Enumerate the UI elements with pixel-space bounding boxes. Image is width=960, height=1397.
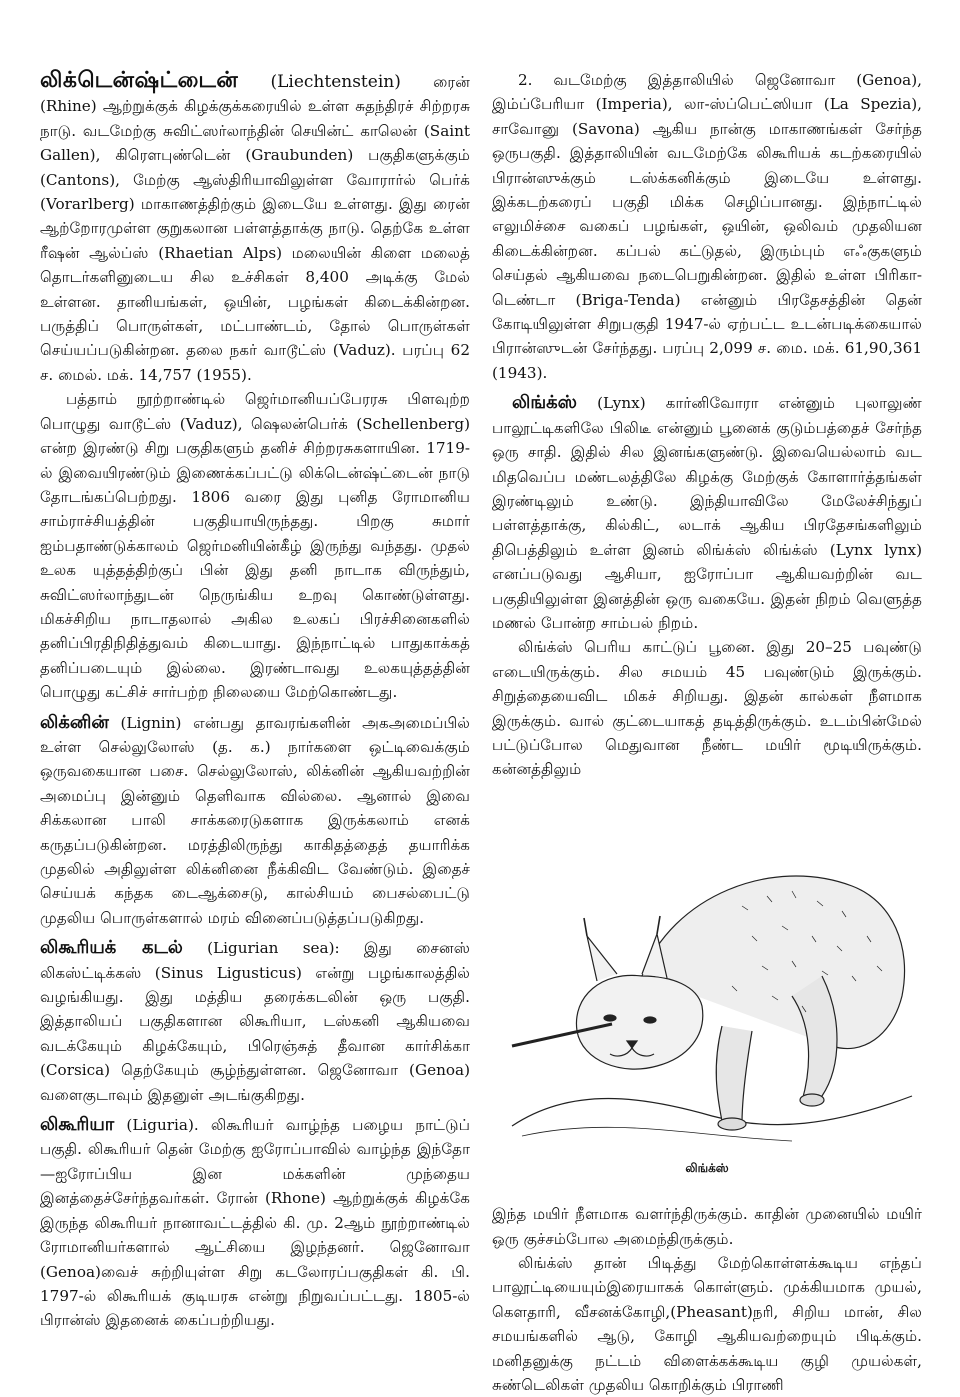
entry-body: (Liguria). லிகூரியர் வாழ்ந்த பழைய நாட்டுப் பகுதி. லிகூரியர் தென் மேற்கு ஐரோப்பாவில் வாழ்ந்த இந்தோ—ஐரோப்பிய இன மக்களின் முந்தைய இனத்தைச்சேர்ந்தவர்கள். ரோன் (Rhone) ஆற்றுக்குக் கிழக்கே இருந்த லிகூரியர் நானாவட்டத்தில் கி. மு. 2ஆம் நூற்றாண்டில் ரோமானியர்களால் ஆட்சியை இழந்தனர். ஜெனோவா (Genoa)வைச் சுற்றியுள்ள சிறு கடலோரப்பகுதிகள் கி. பி. 1797-ல் லிகூரியக் குடியரசு என்று நிறுவப்பட்டது. 1805-ல் பிரான்ஸ் இதனைக் கைப்பற்றியது. — [40, 1116, 470, 1330]
right-column — [492, 68, 922, 1395]
paragraph: லிங்க்ஸ் பெரிய காட்டுப் பூனை. இது 20–25 பவுண்டு எடையிருக்கும். சில சமயம் 45 பவுண்டும் இருக்கும். சிறுத்தையைவிட மிகச் சிறியது. இதன் கால்கள் நீளமாக இருக்கும். வால் குட்டையாகத் தடித்திருக்கும். உடம்பின்மேல் பட்டுப்போல மெதுவான நீண்ட மயிர் மூடியிருக்கும். கன்னத்திலும் — [492, 638, 922, 779]
entry-body: (Lynx) கார்னிவோரா என்னும் புலாலுண் பாலூட்டிகளிலே பிலிடீ என்னும் பூனைக் குடும்பத்தைச் சேர்ந்த ஒரு சாதி. இதில் சில இனங்களுண்டு. இவையெல்லாம் வட மிதவெப்ப மண்டலத்திலே கிழக்கு மேற்குக் கோளார்த்தங்கள் இரண்டிலும் உண்டு. இந்தியாவிலே மேலேச்சிந்துப் பள்ளத்தாக்கு, கில்கிட், லடாக் ஆகிய பிரதேசங்களிலும் திபெத்திலும் உள்ள இனம் லிங்க்ஸ் லிங்க்ஸ் (Lynx lynx) எனப்படுவது ஆசியா, ஐரோப்பா ஆகியவற்றின் வட பகுதியிலுள்ள இனத்தின் ஒரு வகையே. இதன் நிறம் வெளுத்த மணல் போன்ற சாம்பல் நிறம். — [492, 394, 922, 632]
entry-heading: லிங்க்ஸ் — [512, 392, 577, 414]
entry-ligurian-sea — [40, 936, 470, 1107]
figure-caption: லிங்க்ஸ் — [685, 1160, 729, 1175]
lynx-illustration — [492, 796, 922, 1152]
entry-heading-latin: (Liechtenstein) — [270, 72, 401, 92]
paragraph: இந்த மயிர் நீளமாக வளர்ந்திருக்கும். காதின் முனையில் மயிர் ஒரு குச்சம்போல அமைந்திருக்கும். — [492, 1205, 922, 1248]
paragraph: 2. வடமேற்கு இத்தாலியில் ஜெனோவா (Genoa), இம்ப்பேரியா (Imperia), லா-ஸ்ப்பெட்ஸியா (La Spezia), சாவோனு (Savona) ஆகிய நான்கு மாகாணங்கள் சேர்ந்த ஒருபகுதி. இத்தாலியின் வடமேற்கே லிகூரியக் கடற்கரையில் பிரான்ஸுக்கும் டஸ்க்கனிக்கும் இடையே உள்ளது. இக்கடற்கரைப் பகுதி மிக்க செழிப்பானது. இந்நாட்டில் எலுமிச்சை வகைப் பழங்கள், ஒயின், ஒலிவம் முதலியன கிடைக்கின்றன. கப்பல் கட்டுதல், இரும்பும் எஃகுகளும் செய்தல் ஆகியவை நடைபெறுகின்றன. இதில் உள்ள பிரிகா-டெண்டா (Briga-Tenda) என்னும் பிரதேசத்தின் தென் கோடியிலுள்ள சிறுபகுதி 1947-ல் ஏற்பட்ட உடன்படிக்கையால் பிரான்ஸுடன் சேர்ந்தது. பரப்பு 2,099 ச. மை. மக். 61,90,361 (1943). — [492, 71, 922, 382]
entry-lynx — [492, 391, 922, 635]
entry-liguria — [40, 1113, 470, 1333]
paragraph: லிங்க்ஸ் தான் பிடித்து மேற்கொள்ளக்கூடிய எந்தப் பாலூட்டியையும்இரையாகக் கொள்ளும். முக்கியமாக முயல், கௌதாரி, வீசனக்கோழி,(Pheasant)நரி, சிறிய மான், சில சமயங்களில் ஆடு, கோழி ஆகியவற்றையும் பிடிக்கும். மனிதனுக்கு நட்டம் விளைக்கக்கூடிய குழி முயல்கள், சுண்டெலிகள் முதலிய கொறிக்கும் பிராணி — [492, 1254, 922, 1395]
entry-liechtenstein — [40, 68, 470, 387]
entry-lignin — [40, 711, 470, 931]
entry-body: ரைன் (Rhine) ஆற்றுக்குக் கிழக்குக்கரையில் உள்ள சுதந்திரச் சிற்றரசு நாடு. வடமேற்கு சுவிட்ஸர்லாந்தின் செயின்ட் காலென் (Saint Gallen), கிரௌபுண்டென் (Graubunden) பகுதிகளுக்கும் (Cantons), மேற்கு ஆஸ்திரியாவிலுள்ள வோரார்ல் பெர்க் (Vorarlberg) மாகாணத்திற்கும் இடையே உள்ளது. இது ரைன் ஆற்றோரமுள்ள குறுகலான பள்ளத்தாக்கு நாடு. தெற்கே உள்ள ரீஷன் ஆல்ப்ஸ் (Rhaetian Alps) மலையின் கிளை மலைத் தொடர்களினுடைய சில உச்சிகள் 8,400 அடிக்கு மேல் உள்ளன. தானியங்கள், ஒயின், பழங்கள் கிடைக்கின்றன. பருத்திப் பொருள்கள், மட்பாண்டம், தோல் பொருள்கள் செய்யப்படுகின்றன. தலை நகர் வாடூட்ஸ் (Vaduz). பரப்பு 62 ச. மைல். மக். 14,757 (1955). — [40, 73, 471, 384]
paragraph: பத்தாம் நூற்றாண்டில் ஜெர்மானியப்பேரரசு பிளவுற்ற பொழுது வாடூட்ஸ் (Vaduz), ஷெலன்பெர்க் (Schellenberg) என்ற இரண்டு சிறு பகுதிகளும் தனிச் சிற்றரசுகளாயின. 1719-ல் இவையிரண்டும் இணைக்கப்பட்டு லிக்டென்ஷ்ட்டைன் நாடு தோடங்கப்பெற்றது. 1806 வரை இது புனித ரோமானிய சாம்ராச்சியத்தின் பகுதியாயிருந்தது. பிறகு சுமார் ஐம்பதாண்டுக்காலம் ஜெர்மனியின்கீழ் இருந்து வந்தது. முதல் உலக யுத்தத்திற்குப் பின் இது தனி நாடாக விருந்தும், சுவிட்ஸர்லாந்துடன் நெருங்கிய உறவு கொண்டுள்ளது. மிகச்சிறிய நாடாதலால் அகில உலகப் பிரச்சினைகளில் தனிப்பிரதிநிதித்துவம் கிடையாது. இந்நாட்டில் பாதுகாக்கத் தனிப்படையும் இல்லை. இரண்டாவது உலகயுத்தத்தின் பொழுது கட்சிச் சார்பற்ற நிலையை மேற்கொண்டது. — [40, 390, 470, 702]
entry-body: (Lignin) என்பது தாவரங்களின் அகஅமைப்பில் உள்ள செல்லுலோஸ் (த. க.) நார்களை ஒட்டிவைக்கும் ஒருவகையான பசை. செல்லுலோஸ், லிக்னின் ஆகியவற்றின் அமைப்பு இன்னும் தெளிவாக வில்லை. ஆனால் இவை சிக்கலான பாலி சாக்கரைடுகளாக இருக்கலாம் எனக் கருதப்படுகின்றன. மரத்திலிருந்து காகிதத்தைத் தயாரிக்க முதலில் அதிலுள்ள லிக்னினை நீக்கிவிட வேண்டும். இதைச் செய்யக் கந்தக டைஆக்சைடு, கால்சியம் பைசல்பைட்டு முதலிய பொருள்களால் மரம் வினைப்படுத்தப்படுகிறது. — [40, 713, 470, 927]
entry-heading: லிகூரியா — [40, 1114, 115, 1136]
lynx-drawing-icon — [492, 796, 922, 1152]
entry-heading: லிக்னின் — [40, 711, 109, 733]
entry-heading: லிக்டென்ஷ்ட்டைன் — [40, 67, 239, 93]
entry-body: (Ligurian sea): இது சைனஸ் லிகஸ்ட்டிக்கஸ் (Sinus Ligusticus) என்று பழங்காலத்தில் வழங்கியது. இது மத்திய தரைக்கடலின் ஒரு பகுதி. இத்தாலியப் பகுதிகளான லிகூரியா, டஸ்கனி ஆகியவை வடக்கேயும் கிழக்கேயும், பிரெஞ்சுத் தீவான கார்சிக்கா (Corsica) தெற்கேயும் சூழ்ந்துள்ளன. ஜெனோவா (Genoa) வளைகுடாவும் இதனுள் அடங்குகிறது. — [40, 939, 471, 1104]
entry-heading: லிகூரியக் கடல் — [40, 937, 183, 959]
left-column — [40, 68, 470, 1329]
